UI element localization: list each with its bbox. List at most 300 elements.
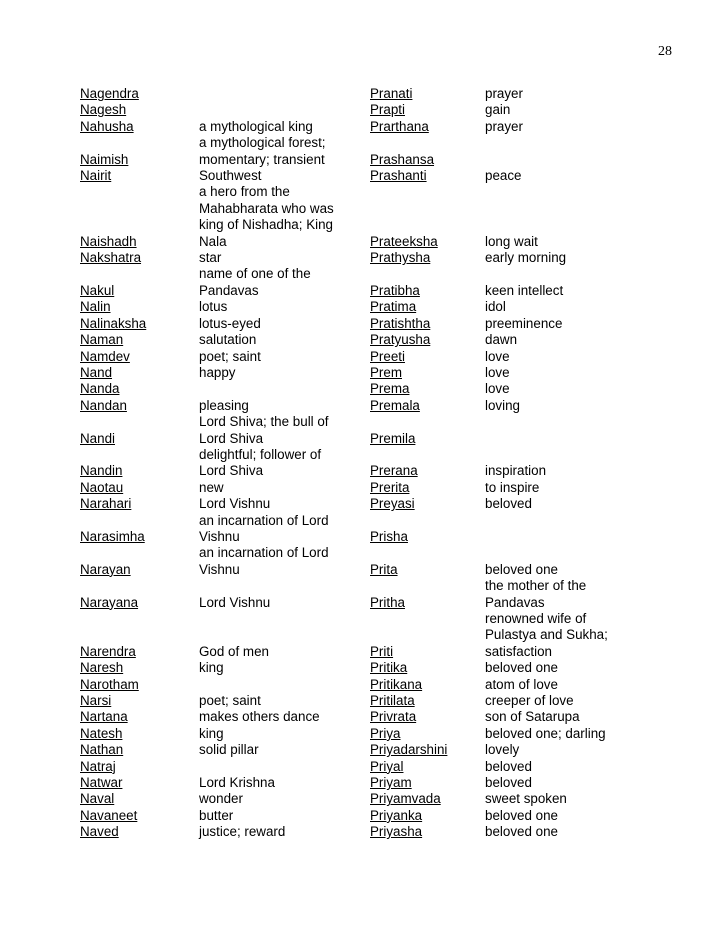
name-cell-left — [80, 102, 199, 118]
meaning-text-left: Pandavas — [199, 282, 259, 298]
table-row — [80, 759, 680, 775]
meaning-cell-left — [199, 595, 370, 611]
name-link-left[interactable]: Nalin — [80, 299, 111, 315]
name-link-left[interactable]: Narotham — [80, 676, 139, 692]
meaning-cell-left — [199, 365, 370, 381]
name-cell-right — [370, 119, 485, 135]
name-link-right[interactable]: Pritha — [370, 594, 405, 610]
name-link-left[interactable]: Narsi — [80, 693, 112, 709]
name-link-right[interactable]: Priya — [370, 725, 401, 741]
table-row — [80, 135, 680, 151]
name-cell-left — [80, 316, 199, 332]
table-row — [80, 463, 680, 479]
name-link-right[interactable]: Priyasha — [370, 824, 423, 840]
name-cell-left — [80, 677, 199, 693]
meaning-cell-left — [199, 463, 370, 479]
name-cell-left — [80, 86, 199, 102]
meaning-cell-left — [199, 250, 370, 266]
meaning-cell-left — [199, 119, 370, 135]
name-cell-left — [80, 775, 199, 791]
meaning-cell-right — [485, 332, 680, 348]
name-link-left[interactable]: Namdev — [80, 348, 130, 364]
name-link-left[interactable]: Nalinaksha — [80, 315, 147, 331]
meaning-text-left: butter — [199, 807, 234, 823]
meaning-text-left: salutation — [199, 332, 257, 348]
meaning-text-left: wonder — [199, 791, 243, 807]
meaning-cell-left — [199, 627, 370, 643]
meaning-cell-right — [485, 463, 680, 479]
name-link-right[interactable]: Premila — [370, 430, 416, 446]
name-link-right[interactable]: Prerita — [370, 479, 410, 495]
name-link-right[interactable]: Priyanka — [370, 807, 423, 823]
meaning-text-right: sweet spoken — [485, 791, 567, 807]
name-link-right[interactable]: Prapti — [370, 102, 405, 118]
meaning-text-left: Mahabharata who was — [199, 200, 334, 216]
meaning-cell-right — [485, 496, 680, 512]
name-link-left[interactable]: Naresh — [80, 660, 124, 676]
name-link-left[interactable]: Nartana — [80, 709, 128, 725]
table-row — [80, 184, 680, 200]
table-row — [80, 365, 680, 381]
name-link-right[interactable]: Prashanti — [370, 168, 427, 184]
meaning-cell-right — [485, 660, 680, 676]
meaning-cell-right — [485, 184, 680, 200]
meaning-text-right: prayer — [485, 86, 523, 101]
name-link-right[interactable]: Prarthana — [370, 118, 429, 134]
name-link-left[interactable]: Natwar — [80, 775, 123, 791]
meaning-cell-left — [199, 775, 370, 791]
name-cell-left — [80, 234, 199, 250]
name-cell-right — [370, 545, 485, 561]
name-link-right[interactable]: Prateeksha — [370, 233, 438, 249]
table-row — [80, 693, 680, 709]
meaning-text-left: Lord Shiva; the bull of — [199, 414, 329, 430]
name-cell-right — [370, 250, 485, 266]
meaning-cell-left — [199, 266, 370, 282]
name-link-left[interactable]: Nand — [80, 364, 113, 380]
table-row — [80, 545, 680, 561]
name-link-left[interactable]: Navaneet — [80, 807, 138, 823]
name-cell-right — [370, 184, 485, 200]
name-cell-left — [80, 709, 199, 725]
name-cell-right — [370, 431, 485, 447]
meaning-cell-right — [485, 759, 680, 775]
name-link-left[interactable]: Natesh — [80, 725, 123, 741]
meaning-text-left: poet; saint — [199, 348, 261, 364]
meaning-text-right: gain — [485, 102, 511, 118]
meaning-text-right: beloved one — [485, 824, 558, 840]
meaning-text-left: God of men — [199, 643, 269, 659]
meaning-text-right: love — [485, 364, 510, 380]
name-link-left[interactable]: Nagendra — [80, 86, 139, 101]
name-cell-right — [370, 513, 485, 529]
meaning-cell-left — [199, 562, 370, 578]
table-row — [80, 332, 680, 348]
meaning-text-left: a hero from the — [199, 184, 290, 200]
name-link-right[interactable]: Pratibha — [370, 282, 420, 298]
meaning-cell-left — [199, 496, 370, 512]
meaning-text-right: peace — [485, 168, 522, 184]
name-link-left[interactable]: Narayan — [80, 561, 131, 577]
meaning-cell-left — [199, 135, 370, 151]
name-cell-left — [80, 480, 199, 496]
name-cell-left — [80, 283, 199, 299]
meaning-text-right: prayer — [485, 118, 523, 134]
meaning-text-right: beloved — [485, 775, 532, 791]
meaning-text-left: happy — [199, 364, 236, 380]
meaning-text-right: dawn — [485, 332, 518, 348]
name-cell-left — [80, 611, 199, 627]
name-cell-right — [370, 627, 485, 643]
name-link-right[interactable]: Priyamvada — [370, 791, 441, 807]
table-row — [80, 660, 680, 676]
table-row — [80, 250, 680, 266]
name-cell-right — [370, 201, 485, 217]
name-cell-right — [370, 447, 485, 463]
name-cell-right — [370, 316, 485, 332]
name-cell-right — [370, 595, 485, 611]
meaning-cell-left — [199, 398, 370, 414]
meaning-cell-left — [199, 168, 370, 184]
name-link-right[interactable]: Preyasi — [370, 496, 415, 512]
meaning-cell-right — [485, 775, 680, 791]
meaning-cell-left — [199, 184, 370, 200]
page-number: 28 — [658, 44, 672, 59]
table-row — [80, 775, 680, 791]
meaning-cell-right — [485, 611, 680, 627]
name-link-left[interactable]: Naotau — [80, 479, 124, 495]
meaning-cell-right — [485, 693, 680, 709]
table-row — [80, 709, 680, 725]
meaning-text-right: idol — [485, 299, 506, 315]
name-cell-right — [370, 135, 485, 151]
name-cell-right — [370, 759, 485, 775]
meaning-text-right: preeminence — [485, 315, 563, 331]
table-row — [80, 742, 680, 758]
meaning-cell-right — [485, 529, 680, 545]
meaning-cell-right — [485, 168, 680, 184]
name-link-left[interactable]: Nagesh — [80, 102, 127, 118]
name-link-left[interactable]: Nanda — [80, 381, 120, 397]
meaning-cell-left — [199, 332, 370, 348]
meaning-cell-right — [485, 201, 680, 217]
meaning-cell-left — [199, 217, 370, 233]
meaning-cell-right — [485, 119, 680, 135]
name-cell-right — [370, 168, 485, 184]
meaning-cell-right — [485, 266, 680, 282]
name-link-right[interactable]: Priyadarshini — [370, 742, 448, 758]
meaning-cell-left — [199, 431, 370, 447]
name-cell-right — [370, 775, 485, 791]
name-link-left[interactable]: Nairit — [80, 168, 112, 184]
meaning-text-left: Lord Shiva — [199, 463, 264, 479]
meaning-cell-left — [199, 513, 370, 529]
name-link-left[interactable]: Naved — [80, 824, 119, 840]
name-cell-left — [80, 447, 199, 463]
meaning-cell-right — [485, 742, 680, 758]
meaning-cell-left — [199, 545, 370, 561]
meaning-cell-left — [199, 102, 370, 118]
meaning-text-left: king — [199, 660, 224, 676]
name-link-right[interactable]: Prashansa — [370, 151, 435, 167]
name-cell-left — [80, 250, 199, 266]
name-cell-right — [370, 463, 485, 479]
meaning-text-left: pleasing — [199, 397, 249, 413]
name-link-left[interactable]: Nakshatra — [80, 250, 142, 266]
meaning-cell-right — [485, 283, 680, 299]
meaning-cell-right — [485, 234, 680, 250]
name-cell-left — [80, 431, 199, 447]
table-row — [80, 201, 680, 217]
meaning-cell-left — [199, 234, 370, 250]
meaning-text-right: lovely — [485, 742, 520, 758]
name-cell-left — [80, 119, 199, 135]
name-cell-left — [80, 463, 199, 479]
name-cell-left — [80, 135, 199, 151]
name-link-left[interactable]: Nathan — [80, 742, 124, 758]
name-link-right[interactable]: Priyam — [370, 775, 412, 791]
meaning-cell-left — [199, 611, 370, 627]
meaning-cell-right — [485, 316, 680, 332]
name-cell-left — [80, 152, 199, 168]
name-link-left[interactable]: Nandi — [80, 430, 115, 446]
name-cell-right — [370, 299, 485, 315]
name-cell-left — [80, 791, 199, 807]
name-cell-right — [370, 578, 485, 594]
name-link-left[interactable]: Nahusha — [80, 118, 134, 134]
name-cell-left — [80, 365, 199, 381]
meaning-text-right: inspiration — [485, 463, 547, 479]
table-row — [80, 611, 680, 627]
meaning-text-left: king of Nishadha; King — [199, 217, 333, 233]
name-cell-right — [370, 529, 485, 545]
meaning-cell-left — [199, 791, 370, 807]
meaning-text-right: Pulastya and Sukha; — [485, 627, 608, 643]
meaning-cell-left — [199, 316, 370, 332]
meaning-text-left: lotus-eyed — [199, 315, 261, 331]
meaning-cell-right — [485, 644, 680, 660]
name-link-left[interactable]: Naman — [80, 332, 124, 348]
name-cell-right — [370, 332, 485, 348]
name-cell-right — [370, 742, 485, 758]
meaning-cell-left — [199, 709, 370, 725]
meaning-text-left: star — [199, 250, 222, 266]
name-cell-left — [80, 513, 199, 529]
meaning-text-left: an incarnation of Lord — [199, 545, 329, 561]
meaning-text-right: keen intellect — [485, 282, 564, 298]
meaning-text-left: Lord Vishnu — [199, 496, 271, 512]
name-link-right[interactable]: Prema — [370, 381, 410, 397]
name-cell-right — [370, 398, 485, 414]
meaning-text-left: king — [199, 725, 224, 741]
name-link-right[interactable]: Pritika — [370, 660, 408, 676]
meaning-cell-right — [485, 365, 680, 381]
meaning-cell-right — [485, 677, 680, 693]
meaning-cell-right — [485, 152, 680, 168]
name-link-right[interactable]: Prisha — [370, 528, 408, 544]
name-cell-right — [370, 660, 485, 676]
name-link-left[interactable]: Naimish — [80, 151, 129, 167]
name-link-right[interactable]: Pratima — [370, 299, 417, 315]
meaning-text-left: an incarnation of Lord — [199, 512, 329, 528]
meaning-cell-right — [485, 217, 680, 233]
name-cell-left — [80, 168, 199, 184]
name-link-right[interactable]: Preeti — [370, 348, 405, 364]
meaning-text-right: loving — [485, 397, 520, 413]
name-cell-left — [80, 562, 199, 578]
meaning-cell-left — [199, 152, 370, 168]
meaning-text-left: Vishnu — [199, 561, 240, 577]
meaning-text-left: poet; saint — [199, 693, 261, 709]
meaning-cell-left — [199, 201, 370, 217]
name-link-right[interactable]: Priti — [370, 643, 394, 659]
name-cell-right — [370, 480, 485, 496]
name-cell-right — [370, 414, 485, 430]
meaning-text-right: long wait — [485, 233, 538, 249]
meaning-cell-right — [485, 381, 680, 397]
table-row — [80, 316, 680, 332]
meaning-text-right: to inspire — [485, 479, 540, 495]
meaning-cell-left — [199, 693, 370, 709]
table-row — [80, 595, 680, 611]
name-link-right[interactable]: Privrata — [370, 709, 417, 725]
name-cell-right — [370, 644, 485, 660]
name-cell-left — [80, 299, 199, 315]
name-cell-left — [80, 266, 199, 282]
table-row — [80, 578, 680, 594]
table-row — [80, 480, 680, 496]
meaning-cell-right — [485, 398, 680, 414]
meaning-text-left: lotus — [199, 299, 228, 315]
name-cell-left — [80, 398, 199, 414]
meaning-text-left: solid pillar — [199, 742, 259, 758]
name-link-right[interactable]: Pratishtha — [370, 315, 431, 331]
meaning-text-left: Lord Shiva — [199, 430, 264, 446]
meaning-text-right: beloved — [485, 758, 532, 774]
name-cell-right — [370, 102, 485, 118]
meaning-text-right: early morning — [485, 250, 567, 266]
name-link-left[interactable]: Naval — [80, 791, 115, 807]
meaning-cell-right — [485, 447, 680, 463]
name-cell-left — [80, 693, 199, 709]
name-link-left[interactable]: Narayana — [80, 594, 139, 610]
table-row — [80, 677, 680, 693]
name-cell-right — [370, 217, 485, 233]
table-row — [80, 513, 680, 529]
name-link-left[interactable]: Nakul — [80, 282, 115, 298]
name-cell-right — [370, 562, 485, 578]
meaning-cell-left — [199, 349, 370, 365]
meaning-cell-right — [485, 595, 680, 611]
name-link-right[interactable]: Pranati — [370, 86, 413, 101]
meaning-cell-left — [199, 447, 370, 463]
name-cell-right — [370, 808, 485, 824]
meaning-text-left: delightful; follower of — [199, 446, 322, 462]
name-link-left[interactable]: Natraj — [80, 758, 116, 774]
table-row — [80, 414, 680, 430]
name-cell-right — [370, 496, 485, 512]
name-link-left[interactable]: Narendra — [80, 643, 136, 659]
meaning-text-left: justice; reward — [199, 824, 286, 840]
name-cell-left — [80, 184, 199, 200]
meaning-cell-right — [485, 709, 680, 725]
meaning-cell-left — [199, 414, 370, 430]
table-row — [80, 152, 680, 168]
name-cell-left — [80, 578, 199, 594]
meaning-text-right: Pandavas — [485, 594, 545, 610]
meaning-text-right: atom of love — [485, 676, 558, 692]
name-cell-left — [80, 627, 199, 643]
table-row — [80, 726, 680, 742]
meaning-text-left: name of one of the — [199, 266, 311, 282]
name-cell-right — [370, 611, 485, 627]
name-cell-left — [80, 496, 199, 512]
table-row — [80, 824, 680, 840]
table-row — [80, 102, 680, 118]
table-row — [80, 529, 680, 545]
meaning-text-left: momentary; transient — [199, 151, 325, 167]
name-link-left[interactable]: Nandan — [80, 397, 127, 413]
name-link-right[interactable]: Pratyusha — [370, 332, 431, 348]
table-row — [80, 644, 680, 660]
name-link-left[interactable]: Nandin — [80, 463, 123, 479]
meaning-text-left: new — [199, 479, 224, 495]
name-cell-right — [370, 86, 485, 102]
table-row — [80, 808, 680, 824]
name-link-right[interactable]: Prerana — [370, 463, 418, 479]
meaning-cell-left — [199, 824, 370, 840]
name-link-left[interactable]: Narahari — [80, 496, 132, 512]
name-link-right[interactable]: Pritilata — [370, 693, 415, 709]
name-cell-left — [80, 595, 199, 611]
name-cell-left — [80, 759, 199, 775]
name-link-right[interactable]: Premala — [370, 397, 420, 413]
meaning-cell-left — [199, 381, 370, 397]
name-cell-right — [370, 791, 485, 807]
meaning-cell-left — [199, 480, 370, 496]
name-cell-right — [370, 283, 485, 299]
meaning-text-right: love — [485, 348, 510, 364]
name-cell-right — [370, 726, 485, 742]
meaning-cell-right — [485, 562, 680, 578]
meaning-text-left: Lord Krishna — [199, 775, 275, 791]
name-cell-left — [80, 381, 199, 397]
name-link-left[interactable]: Naishadh — [80, 233, 137, 249]
name-link-right[interactable]: Pritikana — [370, 676, 423, 692]
meaning-text-left: a mythological king — [199, 118, 313, 134]
table-row — [80, 119, 680, 135]
name-link-right[interactable]: Prathysha — [370, 250, 431, 266]
name-cell-left — [80, 644, 199, 660]
meaning-cell-right — [485, 250, 680, 266]
meaning-text-left: Lord Vishnu — [199, 594, 271, 610]
name-link-left[interactable]: Narasimha — [80, 528, 145, 544]
name-link-right[interactable]: Prita — [370, 561, 398, 577]
name-cell-right — [370, 677, 485, 693]
meaning-cell-right — [485, 135, 680, 151]
meaning-cell-right — [485, 86, 680, 102]
name-link-right[interactable]: Prem — [370, 364, 402, 380]
meaning-cell-left — [199, 726, 370, 742]
name-cell-left — [80, 529, 199, 545]
meaning-cell-left — [199, 660, 370, 676]
table-row — [80, 168, 680, 184]
meaning-cell-right — [485, 513, 680, 529]
meaning-text-right: beloved one — [485, 807, 558, 823]
name-link-right[interactable]: Priyal — [370, 758, 404, 774]
meaning-cell-left — [199, 808, 370, 824]
meaning-cell-left — [199, 677, 370, 693]
